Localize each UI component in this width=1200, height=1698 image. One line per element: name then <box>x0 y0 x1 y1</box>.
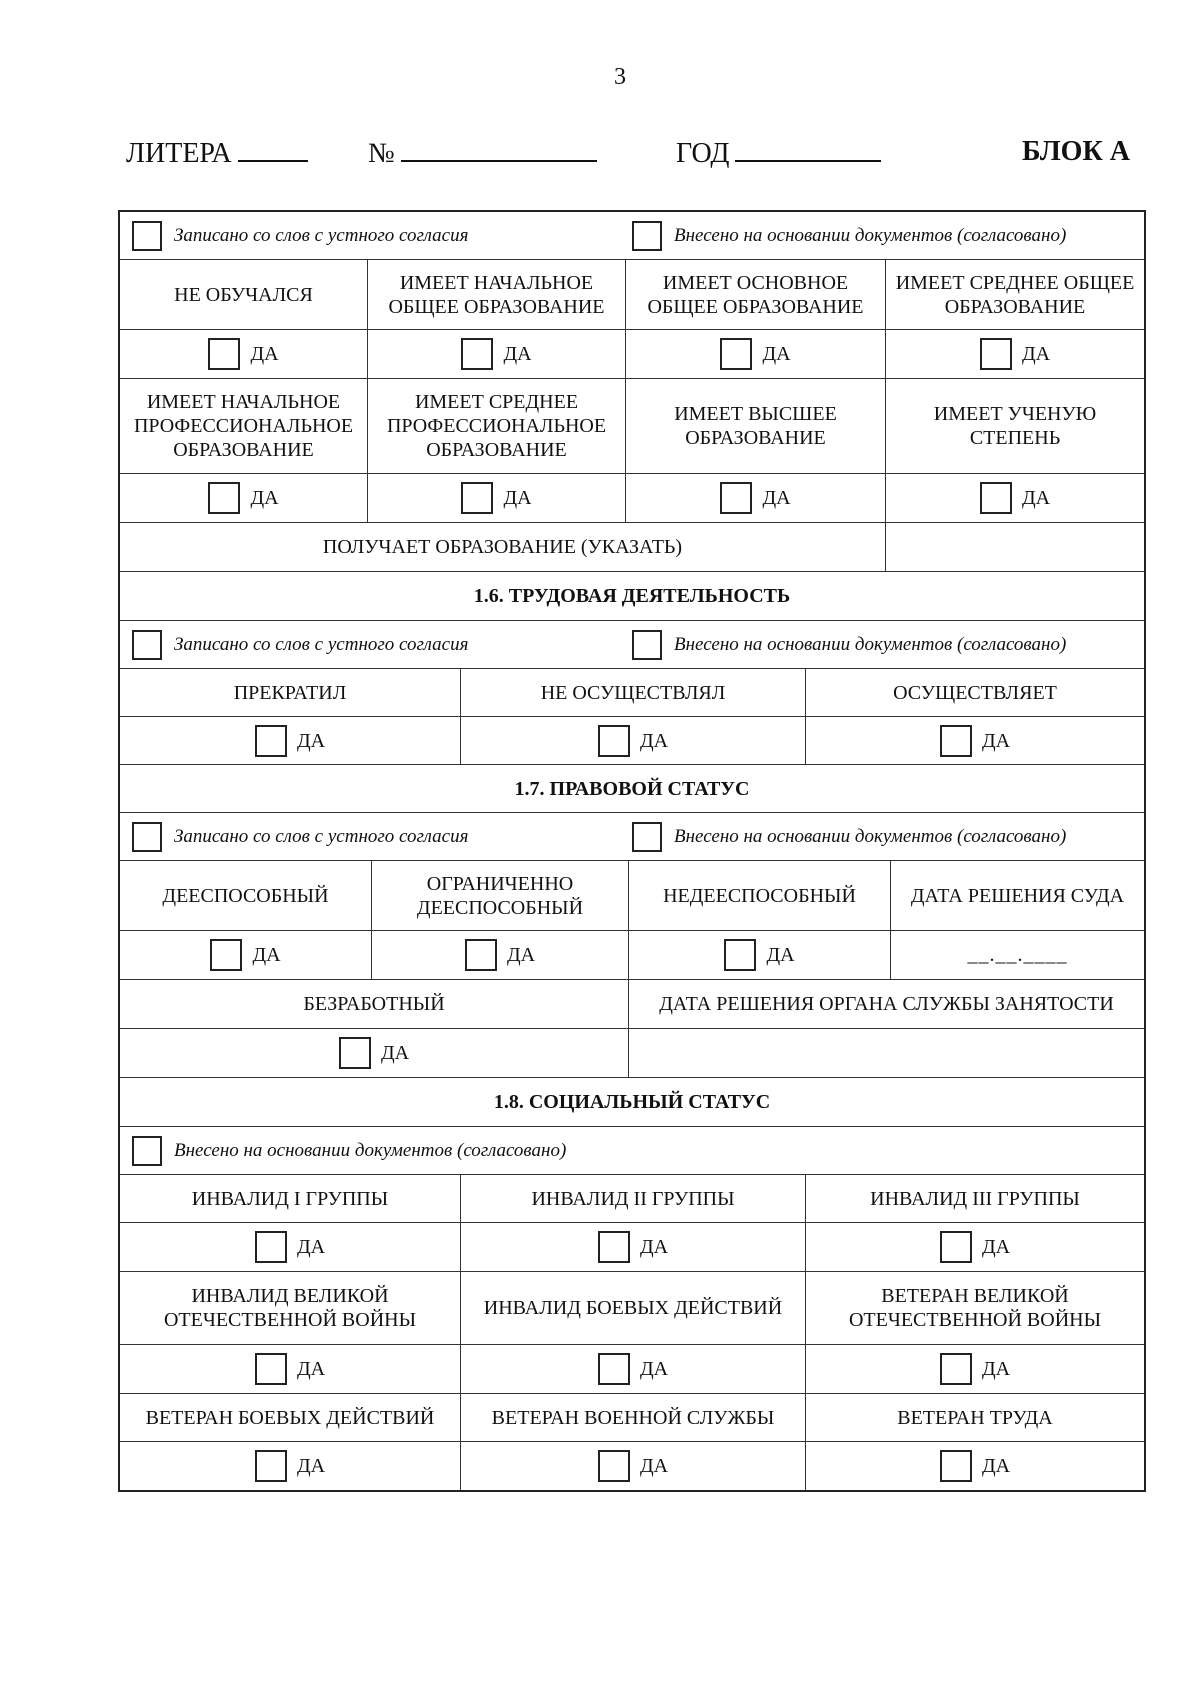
yes-option[interactable] <box>626 474 886 522</box>
checkbox[interactable] <box>208 482 240 514</box>
consent-oral <box>120 822 632 852</box>
checkbox[interactable] <box>940 725 972 757</box>
consent-oral-label: Записано со слов с устного согласия <box>174 825 469 847</box>
yes-option[interactable] <box>120 1223 461 1271</box>
yes-label: ДА <box>296 1358 326 1380</box>
yes-option[interactable] <box>461 717 806 764</box>
checkbox[interactable] <box>940 1450 972 1482</box>
option-label: НЕДЕЕСПОСОБНЫЙ <box>629 861 891 930</box>
yes-label: ДА <box>766 944 795 966</box>
header-number <box>368 136 597 170</box>
social-check-row-3 <box>120 1442 1144 1490</box>
yes-option[interactable] <box>886 474 1144 522</box>
litera-field[interactable] <box>238 136 308 162</box>
yes-label: ДА <box>506 944 536 966</box>
yes-option[interactable] <box>886 330 1144 378</box>
checkbox[interactable] <box>208 338 240 370</box>
yes-label: ДА <box>762 487 791 509</box>
consent-docs-checkbox[interactable] <box>632 822 662 852</box>
yes-option[interactable] <box>806 1223 1144 1271</box>
yes-option[interactable] <box>461 1345 806 1393</box>
checkbox[interactable] <box>210 939 242 971</box>
legal-section-header <box>120 765 1144 813</box>
yes-option[interactable] <box>120 1345 461 1393</box>
consent-oral-checkbox[interactable] <box>132 221 162 251</box>
option-label: ОСУЩЕСТВЛЯЕТ <box>893 681 1057 704</box>
yes-label: ДА <box>296 729 326 752</box>
yes-label: ДА <box>981 1455 1011 1477</box>
checkbox[interactable] <box>980 482 1012 514</box>
option-label: ИНВАЛИД I ГРУППЫ <box>120 1175 461 1222</box>
yes-label: ДА <box>250 487 279 509</box>
checkbox[interactable] <box>720 338 752 370</box>
yes-label: ДА <box>639 1455 669 1477</box>
checkbox[interactable] <box>339 1037 371 1069</box>
yes-option[interactable] <box>461 1223 806 1271</box>
education-check-row-1 <box>120 330 1144 379</box>
receiving-education-row <box>120 523 1144 572</box>
court-decision-date-field[interactable] <box>891 931 1144 979</box>
option-label: НЕ ОСУЩЕСТВЛЯЛ <box>461 669 806 716</box>
legal-consent-row <box>120 813 1144 861</box>
checkbox[interactable] <box>598 725 630 757</box>
checkbox[interactable] <box>598 1231 630 1263</box>
checkbox[interactable] <box>720 482 752 514</box>
option-label: ИНВАЛИД III ГРУППЫ <box>870 1187 1080 1210</box>
labor-check-row <box>120 717 1144 765</box>
yes-label: ДА <box>639 1358 669 1380</box>
checkbox[interactable] <box>255 725 287 757</box>
consent-docs-label: Внесено на основании документов (согласовано) <box>674 224 1067 246</box>
consent-docs-label: Внесено на основании документов (согласовано) <box>174 1139 567 1161</box>
legal-section-title: 1.7. ПРАВОВОЙ СТАТУС <box>514 777 750 800</box>
page-number: 3 <box>614 64 626 90</box>
litera-label: ЛИТЕРА <box>126 138 232 169</box>
yes-option[interactable] <box>368 330 626 378</box>
labor-options-row <box>120 669 1144 717</box>
checkbox[interactable] <box>255 1231 287 1263</box>
checkbox[interactable] <box>598 1450 630 1482</box>
option-label: ИМЕЕТ УЧЕНУЮ СТЕПЕНЬ <box>933 403 1097 449</box>
yes-option[interactable] <box>368 474 626 522</box>
social-section-header <box>120 1078 1144 1127</box>
consent-oral-label: Записано со слов с устного согласия <box>174 633 469 655</box>
yes-label: ДА <box>1021 343 1051 365</box>
yes-label: ДА <box>1021 487 1051 509</box>
social-check-row-2 <box>120 1345 1144 1394</box>
consent-docs <box>120 1136 566 1166</box>
labor-section-title: 1.6. ТРУДОВАЯ ДЕЯТЕЛЬНОСТЬ <box>473 585 791 607</box>
yes-label: ДА <box>296 1455 326 1477</box>
status-form <box>118 210 1146 1492</box>
receiving-education-field[interactable] <box>886 523 1144 571</box>
social-consent-row <box>120 1127 1144 1175</box>
consent-oral-checkbox[interactable] <box>132 822 162 852</box>
option-label: ИМЕЕТ НАЧАЛЬНОЕ ПРОФЕССИОНАЛЬНОЕ ОБРАЗОВАНИЕ <box>120 379 368 473</box>
yes-option[interactable] <box>629 931 891 979</box>
yes-label: ДА <box>296 1236 326 1258</box>
yes-option[interactable] <box>461 1442 806 1490</box>
option-label: ИМЕЕТ СРЕДНЕЕ ПРОФЕССИОНАЛЬНОЕ ОБРАЗОВАНИЕ <box>368 379 626 473</box>
yes-option[interactable] <box>626 330 886 378</box>
consent-oral <box>120 630 632 660</box>
option-label: ИНВАЛИД II ГРУППЫ <box>461 1175 806 1222</box>
option-label: ИНВАЛИД БОЕВЫХ ДЕЙСТВИЙ <box>461 1272 806 1344</box>
consent-oral-label: Записано со слов с устного согласия <box>174 224 469 246</box>
consent-docs-label: Внесено на основании документов (согласовано) <box>674 633 1067 655</box>
checkbox[interactable] <box>940 1353 972 1385</box>
header-year <box>676 136 881 170</box>
option-label: ОГРАНИЧЕННО ДЕЕСПОСОБНЫЙ <box>372 861 629 930</box>
yes-option[interactable] <box>120 717 461 764</box>
yes-option[interactable] <box>120 1442 461 1490</box>
consent-docs <box>632 630 1066 660</box>
checkbox[interactable] <box>724 939 756 971</box>
consent-oral-checkbox[interactable] <box>132 630 162 660</box>
social-options-row-1 <box>120 1175 1144 1223</box>
yes-label: ДА <box>639 729 669 752</box>
unemployed-row <box>120 980 1144 1029</box>
number-field[interactable] <box>401 136 597 162</box>
labor-section-header <box>120 572 1144 621</box>
option-label: ВЕТЕРАН ВОЕННОЙ СЛУЖБЫ <box>461 1394 806 1441</box>
yes-label: ДА <box>981 729 1011 752</box>
yes-option[interactable] <box>120 330 368 378</box>
year-label: ГОД <box>676 138 730 169</box>
checkbox[interactable] <box>940 1231 972 1263</box>
yes-label: ДА <box>639 1236 669 1258</box>
legal-options-row <box>120 861 1144 931</box>
education-options-row-1 <box>120 260 1144 330</box>
yes-option[interactable] <box>120 931 372 979</box>
checkbox[interactable] <box>598 1353 630 1385</box>
block-label: БЛОК А <box>1022 136 1130 167</box>
number-label: № <box>368 138 395 169</box>
education-options-row-2 <box>120 379 1144 474</box>
employment-decision-date-label: ДАТА РЕШЕНИЯ ОРГАНА СЛУЖБЫ ЗАНЯТОСТИ <box>659 993 1114 1015</box>
yes-label: ДА <box>981 1358 1011 1380</box>
legal-check-row <box>120 931 1144 980</box>
checkbox[interactable] <box>980 338 1012 370</box>
option-label: ПРЕКРАТИЛ <box>120 669 461 716</box>
checkbox[interactable] <box>461 338 493 370</box>
consent-docs <box>632 822 1066 852</box>
consent-docs <box>632 221 1066 251</box>
option-label: НЕ ОБУЧАЛСЯ <box>120 260 368 329</box>
option-label: ДЕЕСПОСОБНЫЙ <box>120 861 372 930</box>
unemployed-label: БЕЗРАБОТНЫЙ <box>120 980 629 1028</box>
consent-docs-checkbox[interactable] <box>632 630 662 660</box>
option-label: ДАТА РЕШЕНИЯ СУДА <box>910 884 1125 907</box>
yes-option[interactable] <box>120 1029 629 1077</box>
receiving-education-label: ПОЛУЧАЕТ ОБРАЗОВАНИЕ (УКАЗАТЬ) <box>120 523 886 571</box>
checkbox[interactable] <box>255 1450 287 1482</box>
option-label: ИМЕЕТ ВЫСШЕЕ ОБРАЗОВАНИЕ <box>626 379 886 473</box>
social-options-row-2 <box>120 1272 1144 1345</box>
unemployed-check-row <box>120 1029 1144 1078</box>
yes-option[interactable] <box>372 931 629 979</box>
yes-label: ДА <box>762 343 791 365</box>
consent-docs-checkbox[interactable] <box>632 221 662 251</box>
consent-oral <box>120 221 632 251</box>
social-options-row-3 <box>120 1394 1144 1442</box>
consent-docs-checkbox[interactable] <box>132 1136 162 1166</box>
option-label: ИМЕЕТ ОСНОВНОЕ ОБЩЕЕ ОБРАЗОВАНИЕ <box>626 260 886 329</box>
employment-decision-date-field[interactable] <box>629 1029 1144 1077</box>
option-label: ВЕТЕРАН ВЕЛИКОЙ ОТЕЧЕСТВЕННОЙ ВОЙНЫ <box>848 1285 1102 1331</box>
yes-label: ДА <box>981 1236 1011 1258</box>
option-label: ВЕТЕРАН ТРУДА <box>897 1406 1053 1429</box>
yes-option[interactable] <box>120 474 368 522</box>
social-check-row-1 <box>120 1223 1144 1272</box>
yes-label: ДА <box>252 944 281 966</box>
option-label: ВЕТЕРАН БОЕВЫХ ДЕЙСТВИЙ <box>120 1394 461 1441</box>
option-label: ИНВАЛИД ВЕЛИКОЙ ОТЕЧЕСТВЕННОЙ ВОЙНЫ <box>120 1272 461 1344</box>
yes-label: ДА <box>250 343 279 365</box>
header-litera <box>126 136 308 170</box>
yes-option[interactable] <box>806 1442 1144 1490</box>
year-field[interactable] <box>735 136 881 162</box>
yes-option[interactable] <box>806 1345 1144 1393</box>
education-check-row-2 <box>120 474 1144 523</box>
yes-option[interactable] <box>806 717 1144 764</box>
yes-label: ДА <box>503 487 532 509</box>
social-section-title: 1.8. СОЦИАЛЬНЫЙ СТАТУС <box>493 1091 771 1113</box>
option-label: ИМЕЕТ СРЕДНЕЕ ОБЩЕЕ ОБРАЗОВАНИЕ <box>895 271 1135 318</box>
labor-consent-row <box>120 621 1144 669</box>
yes-label: ДА <box>503 343 532 365</box>
yes-label: ДА <box>380 1042 410 1064</box>
option-label: ИМЕЕТ НАЧАЛЬНОЕ ОБЩЕЕ ОБРАЗОВАНИЕ <box>368 260 626 329</box>
checkbox[interactable] <box>255 1353 287 1385</box>
consent-docs-label: Внесено на основании документов (согласовано) <box>674 825 1067 847</box>
checkbox[interactable] <box>461 482 493 514</box>
date-mask: __.__.____ <box>967 944 1068 966</box>
checkbox[interactable] <box>465 939 497 971</box>
education-consent-row <box>120 212 1144 260</box>
